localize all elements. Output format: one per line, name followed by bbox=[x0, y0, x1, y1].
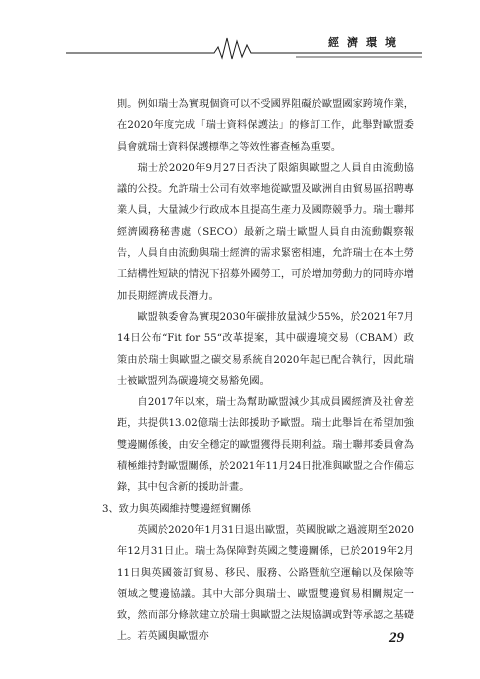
paragraph: 歐盟執委會為實現2030年碳排放量減少55%，於2021年7月14日公布“Fit for 55“改革提案，其中碳邊境交易（CBAM）政策由於瑞士與歐盟之碳交易系統自2020年起已配合執行，因此瑞士被歐盟列為碳邊境交易豁免國。 bbox=[117, 311, 414, 387]
paragraph: 自2017年以來，瑞士為幫助歐盟減少其成員國經濟及社會差距，共提供13.02億瑞士法郎援助予歐盟。瑞士此舉旨在希望加強雙邊關係後，由安全穩定的歐盟獲得長期利益。瑞士聯邦委員會為積極維持對歐盟關係，於2021年11月24日批准與歐盟之合作備忘錄，其中包含新的援助計畫。 bbox=[117, 397, 414, 494]
paragraph: 英國於2020年1月31日退出歐盟，英國脫歐之過渡期至2020年12月31日止。瑞士為保障對英國之雙邊關係，已於2019年2月11日與英國簽訂貿易、移民、服務、公路暨航空運輸以及保險等領域之雙邊協議。其中大部分與瑞士、歐盟雙邊貿易相關規定一致，然而部分條款建立於瑞士與歐盟之法規協調或對等承認之基礎上。若英國與歐盟亦 bbox=[117, 524, 414, 643]
paragraph: 瑞士於2020年9月27日否決了限縮與歐盟之人員自由流動協議的公投。允許瑞士公司有效率地從歐盟及歐洲自由貿易區招聘專業人員，大量減少行政成本且提高生產力及國際競爭力。瑞士聯邦經濟國務秘書處（SECO）最新之瑞士歐盟人員自由流動觀察報告，人員自由流動與瑞士經濟的需求緊密相連，允許瑞士在本土勞工結構性短缺的情況下招募外國勞工，可於增加勞動力的同時亦增加長期經濟成長潛力。 bbox=[117, 162, 414, 302]
section-heading: 3、致力與英國維持雙邊經貿關係 bbox=[102, 503, 252, 515]
paragraph: 則。例如瑞士為實現個資可以不受國界阻礙於歐盟國家跨境作業，在2020年度完成「瑞士資料保護法」的修訂工作，此舉對歐盟委員會就瑞士資料保護標準之等效性審查極為重要。 bbox=[117, 99, 414, 153]
document-body bbox=[102, 94, 414, 648]
page-header bbox=[66, 28, 422, 62]
page-number: 29 bbox=[389, 630, 404, 646]
section-title: 經濟環境 bbox=[328, 36, 404, 49]
